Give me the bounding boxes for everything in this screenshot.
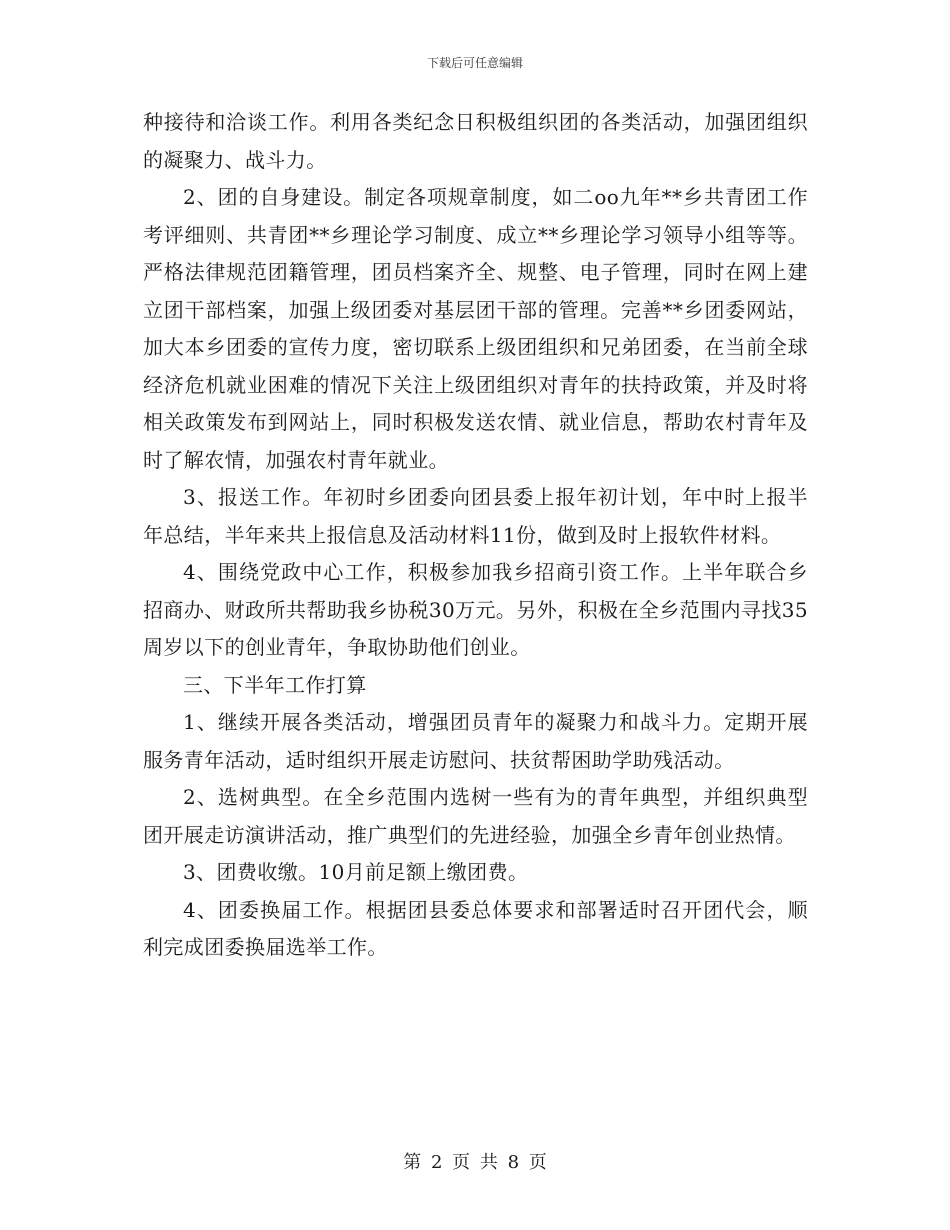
paragraph-reporting: 3、报送工作。年初时乡团委向团县委上报年初计划，年中时上报半年总结，半年来共上报信息及活动材料11份，做到及时上报软件材料。 [143, 485, 808, 547]
document-body [143, 104, 808, 967]
section-heading-second-half-plan: 三、下半年工作打算 [183, 672, 367, 697]
paragraph-role-models: 2、选树典型。在全乡范围内选树一些有为的青年典型，并组织典型团开展走访演讲活动，推广典型们的先进经验，加强全乡青年创业热情。 [143, 785, 808, 847]
paragraph-investment: 4、围绕党政中心工作，积极参加我乡招商引资工作。上半年联合乡招商办、财政所共帮助我乡协税30万元。另外，积极在全乡范围内寻找35周岁以下的创业青年，争取协助他们创业。 [143, 560, 808, 659]
paragraph-dues: 3、团费收缴。10月前足额上缴团费。 [183, 860, 529, 884]
paragraph-continuation: 种接待和洽谈工作。利用各类纪念日积极组织团的各类活动，加强团组织的凝聚力、战斗力。 [143, 110, 808, 172]
paragraph-election: 4、团委换届工作。根据团县委总体要求和部署适时召开团代会，顺利完成团委换届选举工作。 [143, 897, 808, 959]
page-header-note: 下载后可任意编辑 [426, 56, 523, 70]
paragraph-activities: 1、继续开展各类活动，增强团员青年的凝聚力和战斗力。定期开展服务青年活动，适时组织开展走访慰问、扶贫帮困助学助残活动。 [143, 710, 808, 772]
paragraph-self-building: 2、团的自身建设。制定各项规章制度，如二oo九年**乡共青团工作考评细则、共青团**乡理论学习制度、成立**乡理论学习领导小组等等。严格法律规范团籍管理，团员档案齐全、规整、电子管理，同时在网上建立团干部档案，加强上级团委对基层团干部的管理。完善**乡团委网站，加大本乡团委的宣传力度，密切联系上级团组织和兄弟团委，在当前全球经济危机就业困难的情况下关注上级团组织对青年的扶持政策，并及时将相关政策发布到网站上，同时积极发送农情、就业信息，帮助农村青年及时了解农情，加强农村青年就业。 [143, 185, 808, 472]
page-number: 第 2 页 共 8 页 [403, 1152, 547, 1173]
